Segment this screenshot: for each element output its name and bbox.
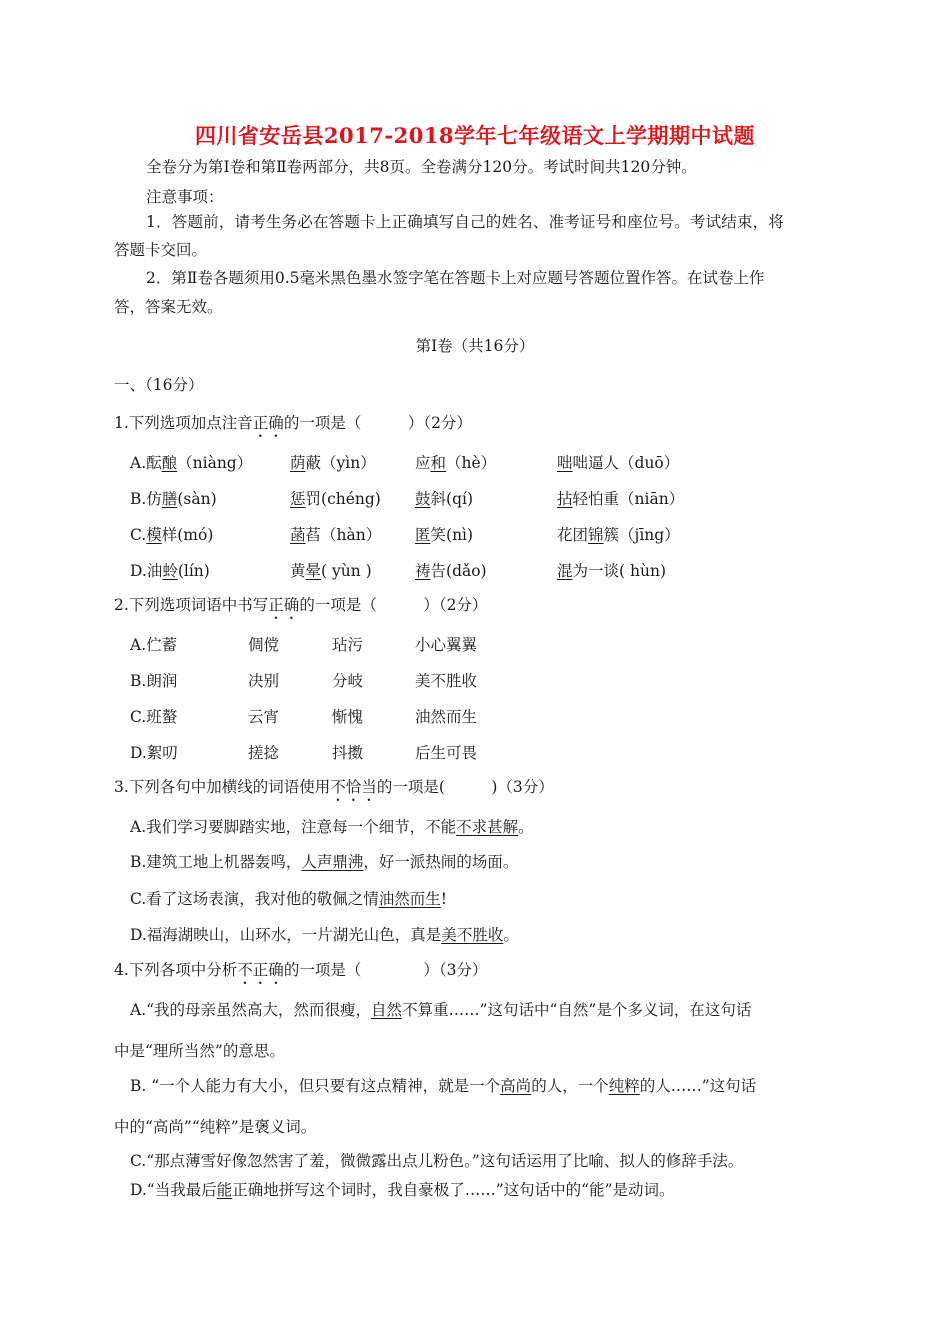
question-2-stem-post: 的一项是（ ）（2分） xyxy=(299,596,488,614)
q4-option-a-line-1: A.“我的母亲虽然高大，然而很瘦，自然不算重……”这句话中“自然”是个多义词，在这句话 xyxy=(130,1001,752,1019)
q2-option-b-3: 分岐 xyxy=(332,672,364,690)
q1-option-d-4: 混为一谈( hùn) xyxy=(557,562,666,580)
notice-2-line-2: 答，答案无效。 xyxy=(114,298,223,316)
notice-1-line-2: 答题卡交回。 xyxy=(114,241,208,259)
q3-option-a: A.我们学习要脚踏实地，注意每一个细节，不能不求甚解。 xyxy=(130,818,534,836)
q1-option-c-4: 花团锦簇（jīng） xyxy=(557,526,680,544)
question-3-stem-pre: 3.下列各句中加横线的词语使用 xyxy=(114,778,331,796)
q4-option-d: D.“当我最后能正确地拼写这个词时，我自豪极了……”这句话中的“能”是动词。 xyxy=(130,1181,675,1199)
q1-option-d-3: 祷告(dǎo) xyxy=(415,562,487,580)
q1-option-a-3: 应和（hè） xyxy=(415,454,497,472)
question-4-emphasis: 不正确 xyxy=(237,961,284,979)
q1-option-b-4: 拈轻怕重（niān） xyxy=(557,490,685,508)
section-title: 第Ⅰ卷（共16分） xyxy=(415,337,535,355)
q1-option-c-1: C.模样(mó) xyxy=(130,526,214,544)
q1-option-a-1: A.酝酿（niàng） xyxy=(130,454,253,472)
notice-2-line-1: 2．第Ⅱ卷各题须用0.5毫米黑色墨水签字笔在答题卡上对应题号答题位置作答。在试卷上作 xyxy=(146,269,765,287)
q2-option-d-1: D.絮叨 xyxy=(130,744,178,762)
notice-heading: 注意事项： xyxy=(146,188,224,206)
q4-option-a-line-2: 中是“理所当然”的意思。 xyxy=(114,1042,285,1060)
q4-option-b-line-1: B. “一个人能力有大小，但只要有这点精神，就是一个高尚的人，一个纯粹的人……”这句话 xyxy=(130,1077,757,1095)
q2-option-b-2: 决别 xyxy=(248,672,280,690)
q4-option-b-line-2: 中的“高尚”“纯粹”是褒义词。 xyxy=(114,1118,317,1136)
question-3-stem xyxy=(114,777,554,805)
q2-option-d-2: 搓捻 xyxy=(248,744,280,762)
question-2-stem xyxy=(114,595,487,623)
question-3-stem-post: 的一项是( )（3分） xyxy=(376,778,554,796)
q2-option-c-1: C.班螯 xyxy=(130,708,178,726)
q2-option-d-3: 抖擞 xyxy=(332,744,364,762)
question-1-emphasis: 正确 xyxy=(252,414,284,432)
question-4-stem-post: 的一项是（ ）（3分） xyxy=(283,961,488,979)
q2-option-c-4: 油然而生 xyxy=(415,708,478,726)
q1-option-d-2: 黄晕( yùn ) xyxy=(290,562,372,580)
q2-option-a-4: 小心翼翼 xyxy=(415,636,478,654)
q1-option-a-4: 咄咄逼人（duō） xyxy=(557,454,680,472)
q2-option-c-2: 云宵 xyxy=(248,708,280,726)
q2-option-a-2: 倜傥 xyxy=(248,636,280,654)
q1-option-b-3: 鼓斜(qí) xyxy=(415,490,473,508)
q3-option-b: B.建筑工地上机器轰鸣，人声鼎沸，好一派热闹的场面。 xyxy=(130,853,519,871)
question-2-stem-pre: 2.下列选项词语中书写 xyxy=(114,596,269,614)
question-2-emphasis: 正确 xyxy=(268,596,300,614)
question-3-emphasis: 不恰当 xyxy=(330,778,377,796)
q1-option-c-3: 匿笑(nì) xyxy=(415,526,474,544)
q2-option-a-1: A.伫蓄 xyxy=(130,636,178,654)
q2-option-c-3: 惭愧 xyxy=(332,708,364,726)
exam-title: 四川省安岳县2017-2018学年七年级语文上学期期中试题 xyxy=(194,123,756,148)
question-1-stem xyxy=(114,413,472,441)
q3-option-c: C.看了这场表演，我对他的敬佩之情油然而生! xyxy=(130,890,447,908)
intro-text: 全卷分为第Ⅰ卷和第Ⅱ卷两部分，共8页。全卷满分120分。考试时间共120分钟。 xyxy=(146,158,697,176)
q2-option-a-3: 玷污 xyxy=(332,636,364,654)
q1-option-d-1: D.油蛉(lín) xyxy=(130,562,210,580)
q1-option-c-2: 菡萏（hàn） xyxy=(290,526,382,544)
q1-option-b-1: B.仿膳(sàn) xyxy=(130,490,217,508)
q3-option-d: D.福海湖映山，山环水，一片湖光山色，真是美不胜收。 xyxy=(130,926,519,944)
q2-option-b-4: 美不胜收 xyxy=(415,672,478,690)
q4-option-c: C.“那点薄雪好像忽然害了羞，微微露出点儿粉色。”这句话运用了比喻、拟人的修辞手法。 xyxy=(130,1152,744,1170)
notice-1-line-1: 1．答题前，请考生务必在答题卡上正确填写自己的姓名、准考证号和座位号。考试结束，将 xyxy=(146,213,785,231)
part-heading: 一、（16分） xyxy=(114,376,204,394)
question-4-stem xyxy=(114,960,487,988)
q1-option-b-2: 惩罚(chéng) xyxy=(290,490,381,508)
q1-option-a-2: 荫蔽（yìn） xyxy=(290,454,376,472)
question-1-stem-pre: 1.下列选项加点注音 xyxy=(114,414,253,432)
q2-option-b-1: B.朗润 xyxy=(130,672,178,690)
question-1-stem-post: 的一项是（ ）（2分） xyxy=(283,414,472,432)
q2-option-d-4: 后生可畏 xyxy=(415,744,478,762)
question-4-stem-pre: 4.下列各项中分析 xyxy=(114,961,238,979)
